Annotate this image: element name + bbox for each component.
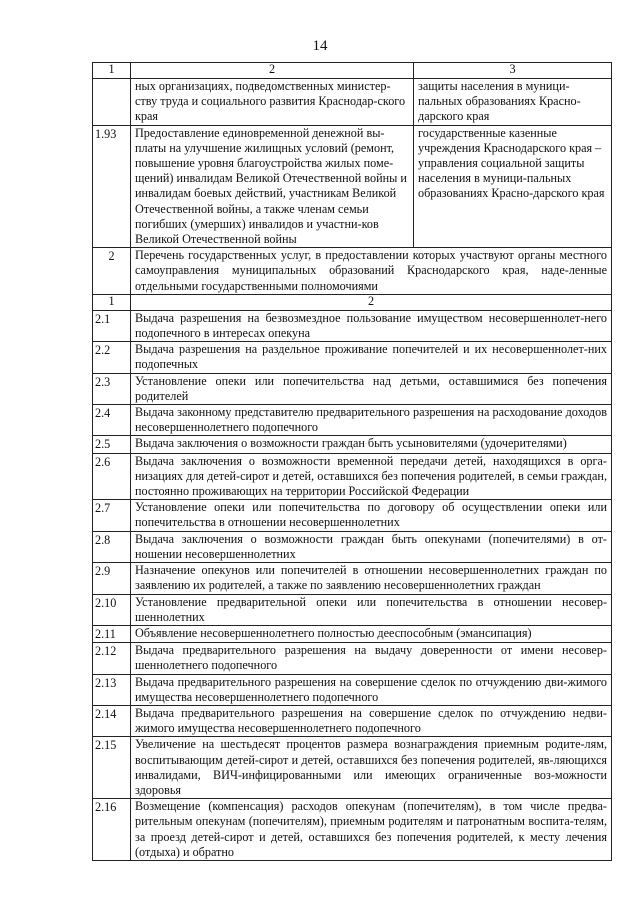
services-table: [92, 62, 612, 861]
row-number: 1.93: [93, 125, 131, 248]
row-number: 2.3: [93, 373, 131, 404]
page-number: 14: [312, 38, 328, 54]
table-row: [93, 453, 612, 500]
table-row: [93, 563, 612, 594]
header-col-1: 1: [93, 63, 131, 79]
row-number: 2.1: [93, 310, 131, 341]
table-header-row: [93, 63, 612, 79]
table-row: [93, 342, 612, 373]
row-number: 2.11: [93, 625, 131, 642]
row-number: 2.14: [93, 705, 131, 736]
section-2-row: [93, 248, 612, 295]
table-row: [93, 643, 612, 674]
service-name: Установление предварительной опеки или попечительства в отношении несовер-шеннолетних: [131, 594, 612, 625]
service-name: Возмещение (компенсация) расходов опекунам (попечителям), в том числе предва-рительным опекунам (попечителям), приемным родителям и патронатным воспита-телям, за проезд детей-сирот и детей, оставшихся без попечения родителей, к месту лечения (отдыха) и обратно: [131, 799, 612, 861]
service-name: Выдача разрешения на безвозмездное пользование имуществом несовершеннолет-него подопечного в интересах опекуна: [131, 310, 612, 341]
section-2-header-row: [93, 294, 612, 310]
services-table-body: [93, 63, 612, 861]
table-row: [93, 310, 612, 341]
header-col-2: 2: [131, 294, 612, 310]
provider-name: государственные казенные учреждения Краснодарского края – управления социальной защиты населения в муници-пальных образованиях Красно-дарского края: [414, 125, 612, 248]
service-name: Предоставление единовременной денежной вы-платы на улучшение жилищных условий (ремонт, повышение уровня благоустройства жилых поме-щений) инвалидам Великой Отечественной войны и инвалидам боевых действий, участникам Великой Отечественной войны, а также членам семьи погибших (умерших) инвалидов и участни-ков Великой Отечественной войны: [131, 125, 414, 248]
section-title: Перечень государственных услуг, в предоставлении которых участвуют органы местного самоуправления муниципальных образований Краснодарского края, наде-ленные отдельными государственными полномочиями: [131, 248, 612, 295]
row-number: 2.12: [93, 643, 131, 674]
provider-name: защиты населения в муници-пальных образованиях Красно-дарского края: [414, 79, 612, 126]
service-name: Выдача законному представителю предварительного разрешения на расходование доходов несовершеннолетнего подопечного: [131, 405, 612, 436]
row-number: 2.15: [93, 737, 131, 799]
service-name: Установление опеки или попечительства над детьми, оставшимися без попечения родителей: [131, 373, 612, 404]
service-name: Выдача предварительного разрешения на совершение сделок по отчуждению недви-жимого имущества несовершеннолетнего подопечного: [131, 705, 612, 736]
table-row: [93, 705, 612, 736]
table-row: [93, 799, 612, 861]
table-row-continuation: [93, 79, 612, 126]
section-number: 2: [93, 248, 131, 295]
table-row: [93, 373, 612, 404]
table-row: [93, 500, 612, 531]
row-number: 2.8: [93, 531, 131, 562]
row-number: 2.5: [93, 436, 131, 453]
row-number: 2.2: [93, 342, 131, 373]
row-number: 2.9: [93, 563, 131, 594]
header-col-3: 3: [414, 63, 612, 79]
row-number: 2.6: [93, 453, 131, 500]
table-row: [93, 436, 612, 453]
service-name: Назначение опекунов или попечителей в отношении несовершеннолетних граждан по заявлению их родителей, а также по заявлению несовершеннолетних граждан: [131, 563, 612, 594]
table-row: [93, 531, 612, 562]
service-name: Выдача заключения о возможности временной передачи детей, находящихся в орга-низациях для детей-сирот и детей, оставшихся без попечения родителей, в семьи граждан, постоянно проживающих на территории Российской Федерации: [131, 453, 612, 500]
service-name: Выдача предварительного разрешения на выдачу доверенности от имени несовер-шеннолетнего подопечного: [131, 643, 612, 674]
service-name: Выдача заключения о возможности граждан быть усыновителями (удочерителями): [131, 436, 612, 453]
service-name: ных организациях, подведомственных министер-ству труда и социального развития Краснодар-ского края: [131, 79, 414, 126]
header-col-2: 2: [131, 63, 414, 79]
table-row-1-93: [93, 125, 612, 248]
table-row: [93, 405, 612, 436]
row-number: 2.4: [93, 405, 131, 436]
table-row: [93, 594, 612, 625]
row-number: 2.13: [93, 674, 131, 705]
service-name: Выдача предварительного разрешения на совершение сделок по отчуждению дви-жимого имущества несовершеннолетнего подопечного: [131, 674, 612, 705]
table-row: [93, 737, 612, 799]
service-name: Увеличение на шестьдесят процентов размера вознаграждения приемным родите-лям, воспитывающим детей-сирот и детей, оставшихся без попечения родителей, яв-ляющихся инвалидами, ВИЧ-инфицированными или имеющих ограниченные воз-можности здоровья: [131, 737, 612, 799]
service-name: Объявление несовершеннолетнего полностью дееспособным (эмансипация): [131, 625, 612, 642]
table-row: [93, 625, 612, 642]
service-name: Выдача заключения о возможности граждан быть опекунами (попечителями) в от-ношении несовершеннолетних: [131, 531, 612, 562]
row-number: [93, 79, 131, 126]
row-number: 2.7: [93, 500, 131, 531]
service-name: Установление опеки или попечительства по договору об осуществлении опеки или попечительства в отношении несовершеннолетних: [131, 500, 612, 531]
header-col-1: 1: [93, 294, 131, 310]
service-name: Выдача разрешения на раздельное проживание попечителей и их несовершеннолет-них подопечных: [131, 342, 612, 373]
row-number: 2.16: [93, 799, 131, 861]
table-row: [93, 674, 612, 705]
row-number: 2.10: [93, 594, 131, 625]
